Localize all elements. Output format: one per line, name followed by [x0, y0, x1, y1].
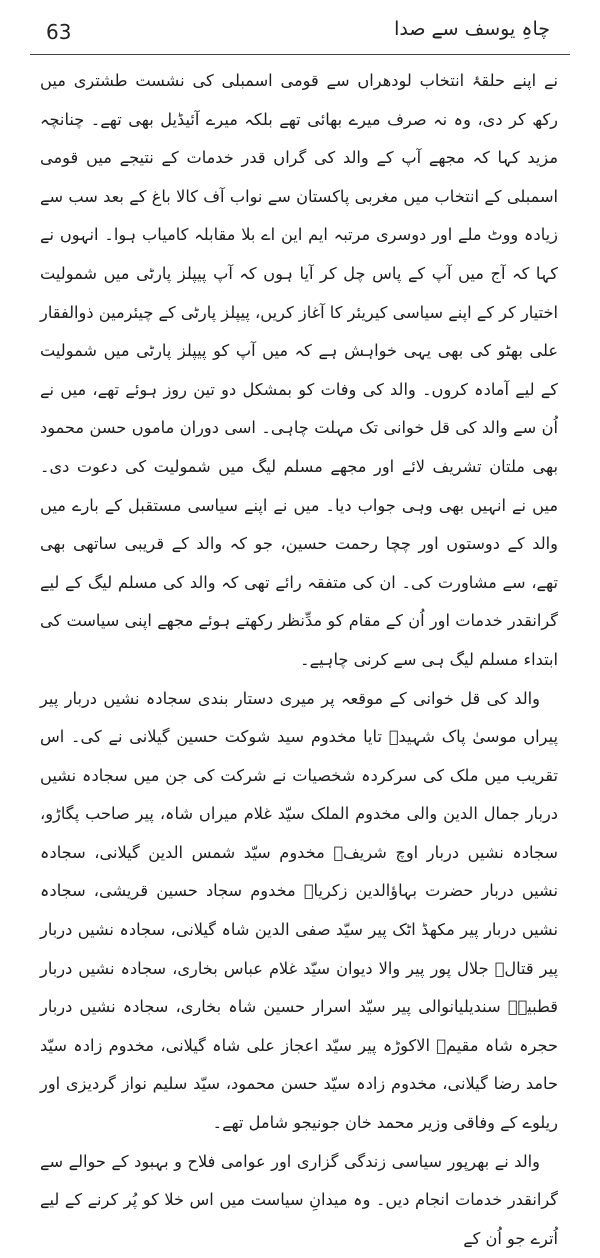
paragraph: نے اپنے حلقۂ انتخاب لودھراں سے قومی اسمبلی کی نشست طشتری میں رکھ کر دی، وہ نہ صرف میرے بھائی تھے بلکہ میرے آئیڈیل بھی تھے۔ چنانچہ مزید کہا کہ مجھے آپ کے والد کی گراں قدر خدمات کے نتیجے میں قومی اسمبلی کے انتخاب میں مغربی پاکستان سے نواب آف کالا باغ کے بعد سب سے زیادہ ووٹ ملے اور دوسری مرتبہ ایم این اے بلا مقابلہ کامیاب ہوا۔ انہوں نے کہا کہ آج میں آپ کے پاس چل کر آیا ہوں کہ آپ پیپلز پارٹی میں شمولیت اختیار کر کے اپنے سیاسی کیریئر کا آغاز کریں، پیپلز پارٹی کے چیئرمین ذوالفقار علی بھٹو کی بھی یہی خواہش ہے کہ میں آپ کو پیپلز پارٹی میں شمولیت کے لیے آمادہ کروں۔ والد کی وفات کو بمشکل دو تین روز ہوئے تھے، میں نے اُن سے والد کی قل خوانی تک مہلت چاہی۔ اسی دوران ماموں حسن محمود بھی ملتان تشریف لائے اور مجھے مسلم لیگ میں شمولیت کی دعوت دی۔ میں نے انہیں بھی وہی جواب دیا۔ میں نے اپنے سیاسی مستقبل کے بارے میں والد کے دوستوں اور چچا رحمت حسین، جو کہ والد کے قریبی ساتھی بھی تھے، سے مشاورت کی۔ ان کی متفقہ رائے تھی کہ والد کی مسلم لیگ کے لیے گرانقدر خدمات اور اُن کے مقام کو مدِّنظر رکھتے ہوئے مجھے اپنی سیاست کی ابتداء مسلم لیگ ہی سے کرنی چاہیے۔	[40, 71, 558, 669]
page-header	[30, 18, 570, 52]
running-title: چاہِ یوسف سے صدا	[394, 18, 550, 40]
paragraph: والد نے بھرپور سیاسی زندگی گزاری اور عوامی فلاح و بہبود کے حوالے سے گرانقدر خدمات انجام دیں۔ وہ میدانِ سیاست میں اس خلا کو پُر کرنے کے لیے اُترے جو اُن کے	[40, 1151, 558, 1248]
page-number: 63	[46, 20, 72, 44]
body-text	[40, 62, 558, 1258]
paragraph: والد کی قل خوانی کے موقعہ پر میری دستار بندی سجادہ نشیں دربار پیر پیراں موسیٰ پاک شہیدؒ تایا مخدوم سید شوکت حسین گیلانی نے کی۔ اس تقریب میں ملک کی سرکردہ شخصیات نے شرکت کی جن میں سجادہ نشیں دربار جمال الدین والی مخدوم الملک سیّد غلام میراں شاہ، پیر صاحب پگاڑو، سجادہ نشیں دربار اوچ شریفؒ مخدوم سیّد شمس الدین گیلانی، سجادہ نشیں دربار حضرت بہاؤالدین زکریاؒ مخدوم سجاد حسین قریشی، سجادہ نشیں دربار پیر مکھڈ اٹک پیر سیّد صفی الدین شاہ گیلانی، سجادہ نشیں دربار پیر قتالؒ جلال پور پیر والا دیوان سیّد غلام عباس بخاری، سجادہ نشیں دربار قطبیہؒ سندیلیانوالی پیر سیّد اسرار حسین شاہ بخاری، سجادہ نشیں دربار حجرہ شاہ مقیمؒ الاکوڑہ پیر سیّد اعجاز علی شاہ گیلانی، مخدوم زادہ سیّد حامد رضا گیلانی، مخدوم زادہ سیّد حسن محمود، سیّد سلیم نواز گردیزی اور ریلوے کے وفاقی وزیر محمد خان جونیجو شامل تھے۔	[40, 688, 558, 1133]
header-divider	[30, 54, 570, 55]
